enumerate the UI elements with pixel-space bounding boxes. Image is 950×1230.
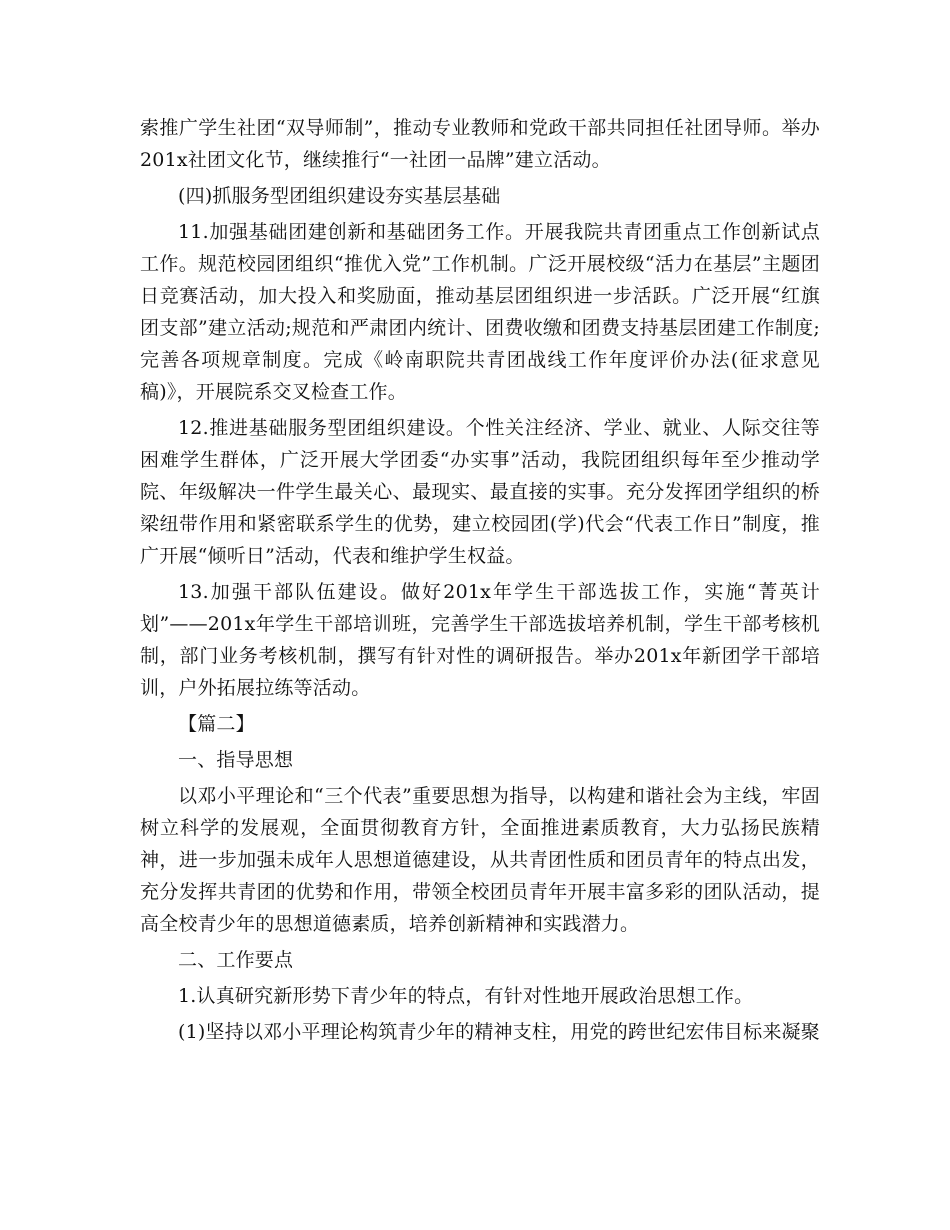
paragraph-item-12: 12.推进基础服务型团组织建设。个性关注经济、学业、就业、人际交往等困难学生群体，广泛开展大学团委“办实事”活动，我院团组织每年至少推动学院、年级解决一件学生最关心、最现实、最直接的实事。充分发挥团学组织的桥梁纽带作用和紧密联系学生的优势，建立校园团(学)代会“代表工作日”制度，推广开展“倾听日”活动，代表和维护学生权益。 — [140, 417, 820, 567]
guiding-ideology-paragraph: 以邓小平理论和“三个代表”重要思想为指导，以构建和谐社会为主线，牢固树立科学的发展观，全面贯彻教育方针，全面推进素质教育，大力弘扬民族精神，进一步加强未成年人思想道德建设，从共青团性质和团员青年的特点出发，充分发挥共青团的优势和作用，带领全校团员青年开展丰富多彩的团队活动，提高全校青少年的思想道德素质，培养创新精神和实践潜力。 — [140, 785, 820, 935]
work-point-1-sub-1: (1)坚持以邓小平理论构筑青少年的精神支柱，用党的跨世纪宏伟目标来凝聚 — [178, 1021, 820, 1043]
work-points-heading: 二、工作要点 — [178, 949, 294, 971]
document-body — [140, 112, 820, 1052]
paragraph-item-13: 13.加强干部队伍建设。做好201x年学生干部选拔工作，实施“菁英计划”——201x年学生干部培训班，完善学生干部选拔培养机制，学生干部考核机制，部门业务考核机制，撰写有针对性的调研报告。举办201x年新团学干部培训，户外拓展拉练等活动。 — [140, 581, 820, 699]
guiding-ideology-heading: 一、指导思想 — [178, 749, 294, 771]
part-two-heading: 【篇二】 — [178, 713, 255, 735]
paragraph-continuation: 索推广学生社团“双导师制”，推动专业教师和党政干部共同担任社团导师。举办201x社团文化节，继续推行“一社团一品牌”建立活动。 — [140, 117, 820, 171]
section-heading-4: (四)抓服务型团组织建设夯实基层基础 — [178, 185, 501, 207]
paragraph-item-11: 11.加强基础团建创新和基础团务工作。开展我院共青团重点工作创新试点工作。规范校园团组织“推优入党”工作机制。广泛开展校级“活力在基层”主题团日竞赛活动，加大投入和奖励面，推动基层团组织进一步活跃。广泛开展“红旗团支部”建立活动;规范和严肃团内统计、团费收缴和团费支持基层团建工作制度;完善各项规章制度。完成《岭南职院共青团战线工作年度评价办法(征求意见稿)》，开展院系交叉检查工作。 — [140, 221, 820, 403]
work-point-1: 1.认真研究新形势下青少年的特点，有针对性地开展政治思想工作。 — [178, 985, 754, 1007]
